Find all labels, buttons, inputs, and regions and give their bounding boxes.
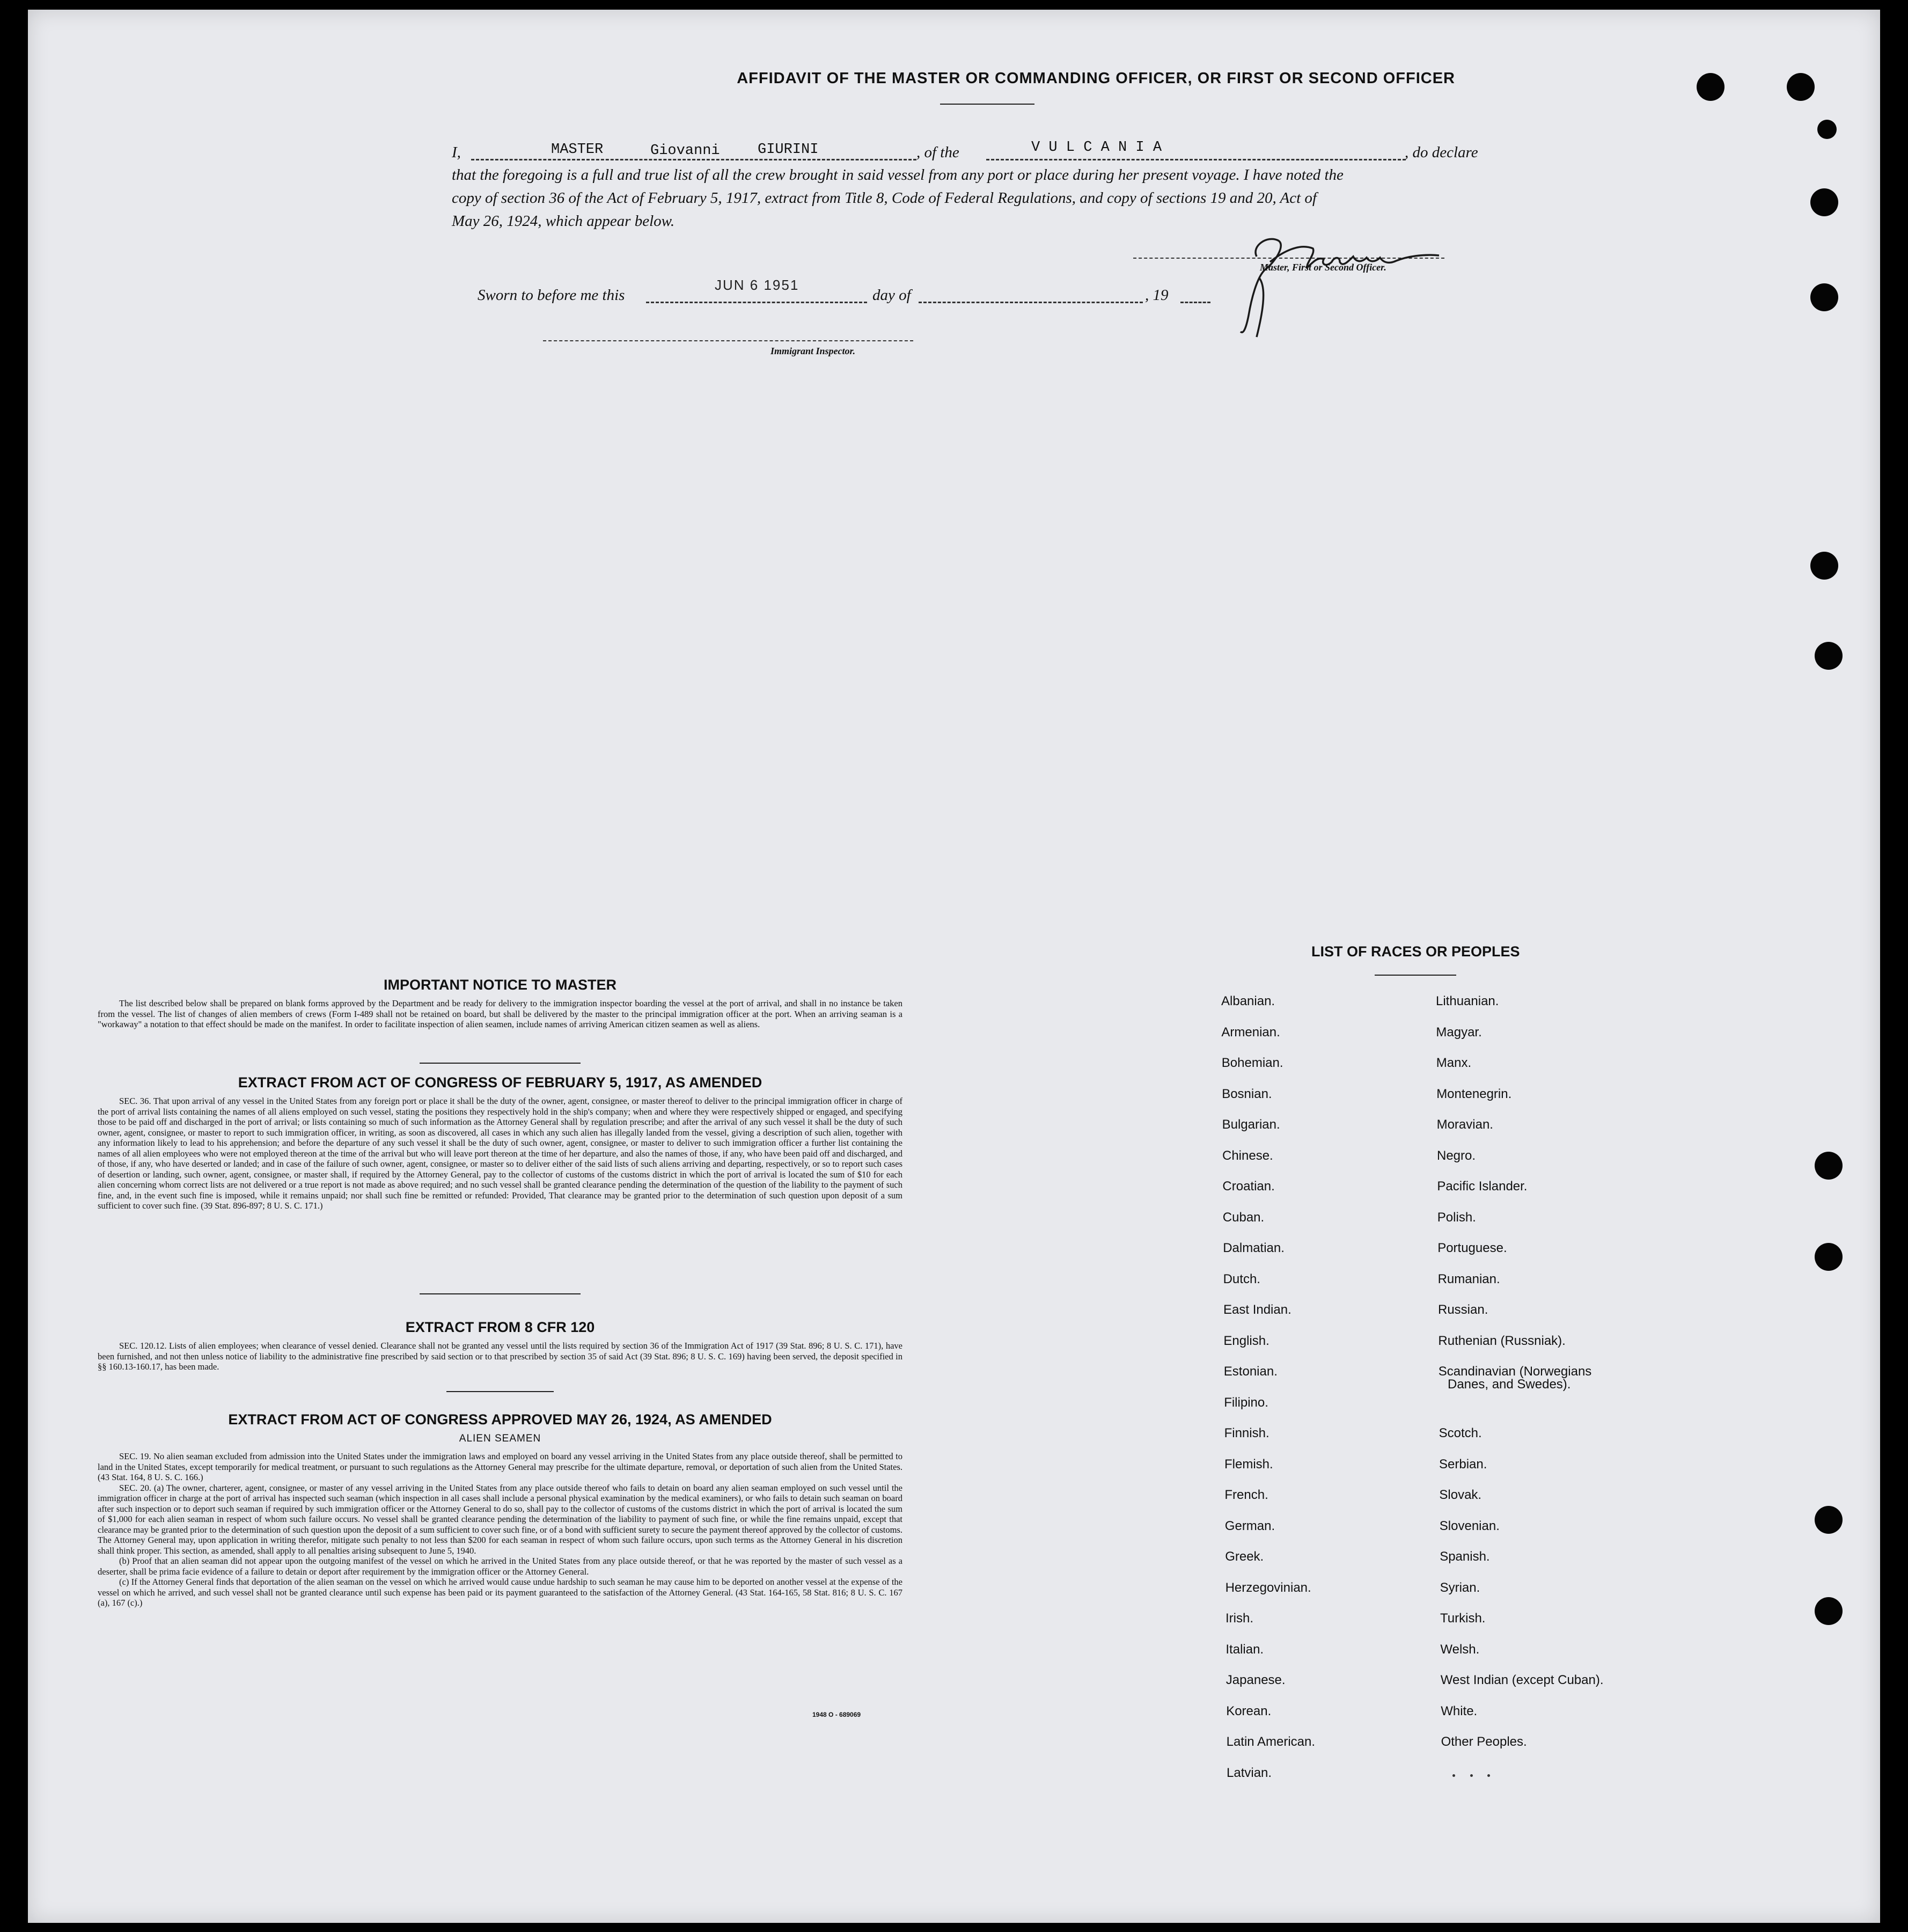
race-item: French. [1224, 1488, 1268, 1502]
race-item: Polish. [1437, 1210, 1476, 1225]
punch-hole [1815, 1506, 1843, 1534]
race-item: Korean. [1226, 1703, 1272, 1718]
print-code: 1948 O - 689069 [812, 1711, 861, 1718]
extract-1917-heading: EXTRACT FROM ACT OF CONGRESS OF FEBRUARY 5, 1917, AS AMENDED [238, 1074, 762, 1091]
title-divider [940, 104, 1034, 105]
month-field [919, 302, 1143, 303]
race-item: Danes, and Swedes). [1448, 1377, 1571, 1392]
declare-label: , do declare [1405, 144, 1478, 161]
master-signature [1219, 224, 1466, 342]
race-item: English. [1223, 1333, 1269, 1348]
punch-hole [1810, 283, 1838, 311]
race-item: Chinese. [1222, 1148, 1273, 1163]
divider [1375, 975, 1456, 976]
race-item: Greek. [1225, 1549, 1264, 1564]
extract-cfr-text [98, 1341, 902, 1372]
of-the-label: , of the [916, 144, 959, 161]
race-item: Other Peoples. [1441, 1735, 1527, 1749]
race-item: Slovenian. [1439, 1518, 1500, 1533]
race-item: Serbian. [1439, 1457, 1487, 1472]
extract-1917-text [98, 1096, 902, 1211]
race-item: Welsh. [1440, 1642, 1480, 1657]
race-item: Albanian. [1221, 994, 1275, 1008]
race-item: Herzegovinian. [1225, 1580, 1311, 1595]
affidavit-i-label: I, [452, 144, 461, 161]
divider [446, 1391, 554, 1392]
race-item: Filipino. [1224, 1395, 1268, 1410]
race-item: Syrian. [1440, 1580, 1480, 1595]
race-item: Irish. [1225, 1611, 1254, 1626]
punch-hole [1697, 73, 1724, 101]
race-item: Russian. [1438, 1302, 1488, 1317]
sec-120-12-paragraph: SEC. 120.12. Lists of alien employees; when clearance of vessel denied. Clearance shall not be granted any vessel until the lists required by section 36 of the Immigration Act of 1917 (39 Stat. 896; 8 U. S. C. 171), have been furnished, and not then unless notice of liability to the administrative fine prescribed by said section or to that prescribed by section 35 of said Act (39 Stat. 896; 8 U. S. C. 169) having been served, the deposit specified in §§ 160.13-160.17, has been made. [98, 1341, 902, 1372]
race-item: Flemish. [1224, 1457, 1273, 1472]
race-item: Latin American. [1226, 1735, 1316, 1749]
officer-title: MASTER [551, 142, 604, 158]
race-item: Latvian. [1227, 1765, 1272, 1780]
notice-heading: IMPORTANT NOTICE TO MASTER [384, 977, 617, 993]
affidavit-line-3: copy of section 36 of the Act of February 5, 1917, extract from Title 8, Code of Federal Regulations, and copy of sections 19 and 20, Act of [452, 189, 1317, 207]
race-item: Dalmatian. [1223, 1241, 1285, 1255]
race-item: Scandinavian (Norwegians [1438, 1364, 1592, 1379]
dot [1452, 1774, 1455, 1777]
sworn-label: Sworn to before me this [478, 287, 625, 304]
sec-36-paragraph: SEC. 36. That upon arrival of any vessel in the United States from any foreign port or place it shall be the duty of the owner, agent, consignee, or master thereof to deliver to the principal immigration officer in charge of the port of arrival lists containing the names of all aliens employed on such vessel, stating the positions they respectively hold in the ship's company; when and where they were respectively shipped or engaged, and specifying those to be paid off and discharged in the port of arrival; or lists containing so much of such information as the Attorney General shall by regulation prescribe; and after the arrival of any such vessel it shall be the duty of such owner, agent, consignee, or master to report to such immigration officer, in writing, as soon as discovered, all cases in which any such alien has illegally landed from the vessel, giving a description of such alien, together with any information likely to lead to his apprehension; and before the departure of any such vessel it shall be the duty of such owner, agent, consignee, or master to deliver to such immigration officer a further list containing the names of all alien employees who were not employed thereon at the time of the arrival but who will leave port thereon at the time of her departure, and also the names of those, if any, who have been paid off and discharged, and of those, if any, who have deserted or landed; and in case of the failure of such owner, agent, consignee, or master so to deliver either of the said lists of such aliens arriving and departing, respectively, or so to report such cases of desertion or landing, such owner, agent, consignee, or master shall, if required by the Attorney General, pay to the collector of customs of the customs district in which the port of arrival is located the sum of $10 for each alien concerning whom correct lists are not delivered or a true report is not made as above required; and no such vessel shall be granted clearance pending the determination of the question of the liability to the payment of such fine, and, in the event such fine is imposed, while it remains unpaid; nor shall such fine be remitted or refunded: Provided, That clearance may be granted prior to the determination of such question upon deposit of a sum sufficient to cover such fine. (39 Stat. 896-897; 8 U. S. C. 171.) [98, 1096, 902, 1211]
alien-seamen-subheading: ALIEN SEAMEN [459, 1433, 541, 1444]
extract-cfr-heading: EXTRACT FROM 8 CFR 120 [405, 1319, 595, 1335]
race-item: Finnish. [1224, 1426, 1269, 1440]
race-item: Moravian. [1436, 1117, 1493, 1132]
race-item: Lithuanian. [1436, 994, 1499, 1008]
punch-hole [1815, 1597, 1843, 1625]
race-item: Ruthenian (Russniak). [1438, 1333, 1566, 1348]
race-item: German. [1224, 1518, 1275, 1533]
race-item: Slovak. [1439, 1488, 1482, 1502]
race-item: Bulgarian. [1222, 1117, 1280, 1132]
race-item: Bosnian. [1222, 1086, 1272, 1101]
race-item: Italian. [1225, 1642, 1264, 1657]
officer-last-name: GIURINI [758, 142, 819, 158]
races-heading: LIST OF RACES OR PEOPLES [1311, 943, 1520, 960]
officer-name-field [471, 159, 916, 160]
race-item: Rumanian. [1437, 1271, 1500, 1286]
divider [420, 1293, 581, 1294]
race-item: Magyar. [1436, 1024, 1482, 1040]
race-item: Scotch. [1439, 1426, 1482, 1440]
sec-20a-paragraph: SEC. 20. (a) The owner, charterer, agent, consignee, or master of any vessel arriving in the United States from any place outside thereof who fails to detain on board any alien seaman employed on such vessel until the immigration officer in charge at the port of arrival has inspected such seaman (which inspection in all cases shall include a personal physical examination by the medical examiners), or who fails to detain such seaman on board after such inspection or to deport such seaman if required by such immigration officer or the Attorney General to do so, shall pay to the collector of customs of the customs district in which the port of arrival is located the sum of $1,000 for each alien seaman in respect of whom such failure occurs. No vessel shall be granted clearance pending the determination of the liability to payment of such fine, or while the fine remains unpaid, except that clearance may be granted prior to the determination of such question upon the deposit of a sum sufficient to cover such fine, or of a bond with sufficient surety to secure the payment thereof approved by the collector of customs. The Attorney General may, upon application in writing therefor, mitigate such penalty to not less than $200 for each seaman in respect of whom such failure occurs, upon such terms as the Attorney General in his discretion shall think proper. This section, as amended, shall apply to all penalties arising subsequent to June 5, 1940. [98, 1482, 902, 1556]
punch-hole [1815, 642, 1843, 670]
race-item: Bohemian. [1221, 1056, 1283, 1070]
affidavit-line-4: May 26, 1924, which appear below. [452, 213, 675, 230]
race-item: Armenian. [1221, 1024, 1280, 1040]
race-item: White. [1441, 1703, 1478, 1718]
extract-1924-heading: EXTRACT FROM ACT OF CONGRESS APPROVED MAY 26, 1924, AS AMENDED [228, 1411, 772, 1428]
race-item: Turkish. [1440, 1611, 1486, 1626]
dot [1470, 1774, 1473, 1777]
sec-20c-paragraph: (c) If the Attorney General finds that deportation of the alien seaman on the vessel on which he arrived would cause undue hardship to such seaman he may cause him to be deported on another vessel at the expense of the vessel on which he arrived, and such vessel shall not be granted clearance until such expense has been paid or its payment guaranteed to the satisfaction of the Attorney General. (43 Stat. 164-165, 58 Stat. 816; 8 U. S. C. 167 (a), 167 (c).) [98, 1577, 902, 1608]
vessel-name: V U L C A N I A [1031, 140, 1162, 156]
notice-paragraph: The list described below shall be prepared on blank forms approved by the Department and be ready for delivery to the immigration inspector boarding the vessel at the port of arrival, and shall in no instance be taken from the vessel. The list of changes of alien members of crews (Form I-489 shall not be retained on board, but shall be delivered by the master to the principal immigration officer at the port. When an arriving seaman is a "workaway" a notation to that effect should be made on the manifest. In order to facilitate inspection of alien seamen, include names of arriving American citizen seamen as well as aliens. [98, 998, 902, 1029]
race-item: East Indian. [1223, 1302, 1291, 1317]
race-item: Pacific Islander. [1437, 1179, 1528, 1194]
punch-hole [1815, 1152, 1843, 1180]
affidavit-title: AFFIDAVIT OF THE MASTER OR COMMANDING OFFICER, OR FIRST OR SECOND OFFICER [737, 70, 1455, 87]
signature-caption: Master, First or Second Officer. [1260, 262, 1386, 273]
year-field [1180, 302, 1210, 303]
race-item: Montenegrin. [1436, 1086, 1512, 1101]
sec-20b-paragraph: (b) Proof that an alien seaman did not appear upon the outgoing manifest of the vessel on which he arrived in the United States from any place outside thereof, or that he was reported by the master of such vessel as a deserter, shall be prima facie evidence of a failure to detain or deport after requirement by the immigration officer or the Attorney General. [98, 1556, 902, 1577]
affidavit-line-2: that the foregoing is a full and true list of all the crew brought in said vessel from any port or place during her present voyage. I have noted the [452, 166, 1344, 184]
race-item: Japanese. [1225, 1673, 1286, 1687]
sec-19-paragraph: SEC. 19. No alien seaman excluded from admission into the United States under the immigration laws and employed on board any vessel arriving in the United States from any place outside thereof, shall be permitted to land in the United States, except temporarily for medical treatment, or pursuant to such regulations as the Attorney General may prescribe for the ultimate departure, removal, or deportation of such alien from the United States. (43 Stat. 164, 8 U. S. C. 166.) [98, 1451, 902, 1482]
extract-1924-text [98, 1451, 902, 1608]
race-item: Negro. [1437, 1148, 1476, 1163]
race-item: Manx. [1436, 1056, 1472, 1070]
notice-text [98, 998, 902, 1030]
race-item: Spanish. [1440, 1549, 1490, 1564]
race-item: Dutch. [1223, 1271, 1260, 1286]
year-label: , 19 [1145, 287, 1169, 304]
date-stamp: JUN 6 1951 [715, 277, 799, 293]
punch-hole [1810, 188, 1838, 216]
punch-hole [1815, 1243, 1843, 1271]
dot [1487, 1774, 1490, 1777]
divider [420, 1063, 581, 1064]
race-item: Estonian. [1223, 1364, 1278, 1379]
race-item: Croatian. [1222, 1179, 1275, 1194]
officer-first-name: Giovanni [650, 143, 720, 159]
punch-hole [1817, 120, 1837, 139]
vessel-name-field [986, 159, 1406, 160]
race-item: Portuguese. [1437, 1241, 1507, 1255]
inspector-caption: Immigrant Inspector. [770, 346, 856, 356]
inspector-signature-line [543, 340, 913, 341]
punch-hole [1810, 552, 1838, 580]
sworn-date-field [646, 302, 867, 303]
race-item: Cuban. [1222, 1210, 1265, 1225]
manifest-page [28, 10, 1880, 1923]
punch-hole [1787, 73, 1815, 101]
day-of-label: day of [872, 287, 911, 304]
race-item: West Indian (except Cuban). [1440, 1673, 1604, 1687]
